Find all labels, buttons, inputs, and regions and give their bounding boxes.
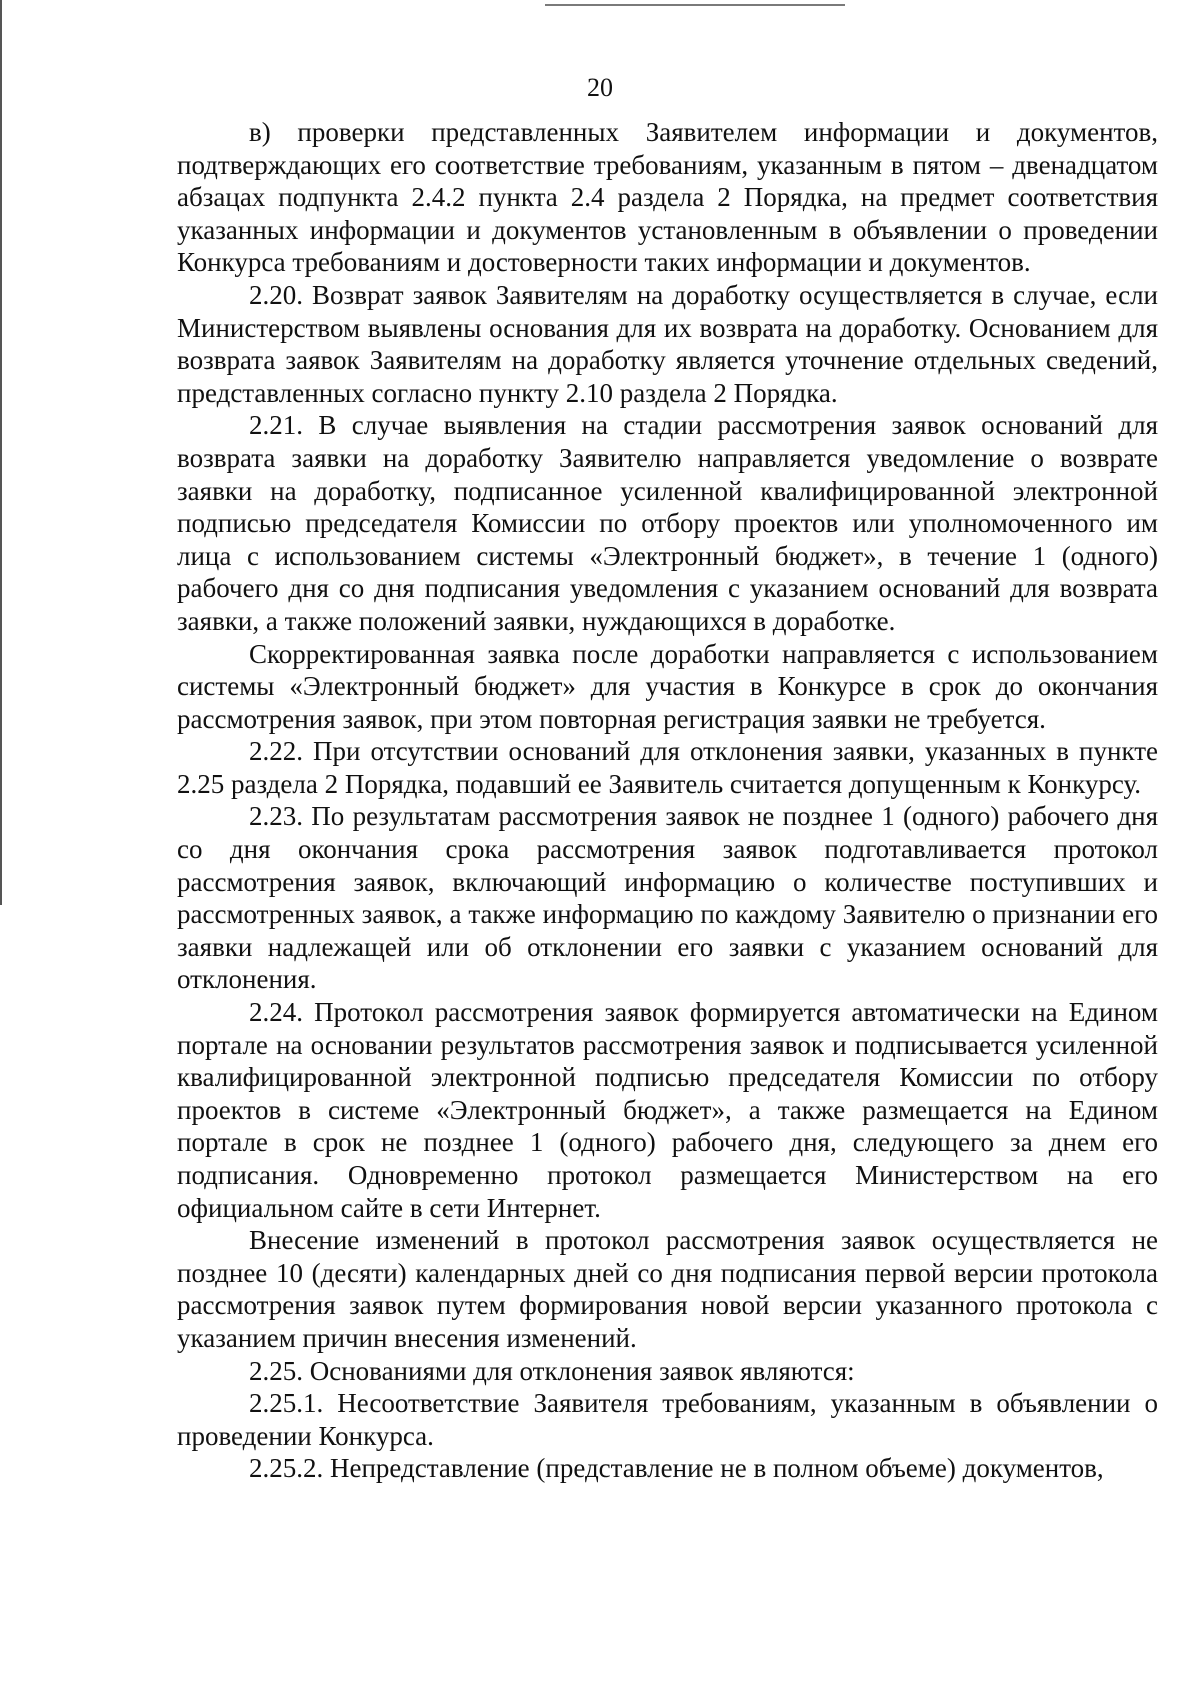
paragraph-2-25-1: 2.25.1. Несоответствие Заявителя требованиям, указанным в объявлении о проведении Конкурса. xyxy=(177,1388,1158,1451)
paragraph-2-21: 2.21. В случае выявления на стадии рассмотрения заявок оснований для возврата заявки на доработку Заявителю направляется уведомление о возврате заявки на доработку, подписанное усиленной квалифицированной электронной подписью председателя Комиссии по отбору проектов или уполномоченного им лица с использованием системы «Электронный бюджет», в течение 1 (одного) рабочего дня со дня подписания уведомления с указанием оснований для возврата заявки, а также положений заявки, нуждающихся в доработке. xyxy=(177,410,1158,636)
paragraph-corrected-application: Скорректированная заявка после доработки направляется с использованием системы «Электронный бюджет» для участия в Конкурсе в срок до окончания рассмотрения заявок, при этом повторная регистрация заявки не требуется. xyxy=(177,638,1158,734)
scan-artifact-top xyxy=(545,4,845,6)
paragraph-clause-v: в) проверки представленных Заявителем информации и документов, подтверждающих его соответствие требованиям, указанным в пятом – двенадцатом абзацах подпункта 2.4.2 пункта 2.4 раздела 2 Порядка, на предмет соответствия указанных информации и документов установленным в объявлении о проведении Конкурса требованиям и достоверности таких информации и документов. xyxy=(177,117,1158,278)
paragraph-2-23: 2.23. По результатам рассмотрения заявок не позднее 1 (одного) рабочего дня со дня окончания срока рассмотрения заявок подготавливается протокол рассмотрения заявок, включающий информацию о количестве поступивших и рассмотренных заявок, а также информацию по каждому Заявителю о признании его заявки надлежащей или об отклонении его заявки с указанием оснований для отклонения. xyxy=(177,801,1158,995)
document-body xyxy=(177,116,1158,1485)
scan-artifact-left-edge xyxy=(0,0,2,905)
paragraph-2-22: 2.22. При отсутствии оснований для отклонения заявки, указанных в пункте 2.25 раздела 2 Порядка, подавший ее Заявитель считается допущенным к Конкурсу. xyxy=(177,736,1158,799)
paragraph-2-25-2: 2.25.2. Непредставление (представление не в полном объеме) документов, xyxy=(249,1453,1104,1484)
paragraph-protocol-changes: Внесение изменений в протокол рассмотрения заявок осуществляется не позднее 10 (десяти) календарных дней со дня подписания первой версии протокола рассмотрения заявок путем формирования новой версии указанного протокола с указанием причин внесения изменений. xyxy=(177,1225,1158,1353)
paragraph-2-25: 2.25. Основаниями для отклонения заявок являются: xyxy=(249,1355,855,1386)
paragraph-2-24: 2.24. Протокол рассмотрения заявок формируется автоматически на Едином портале на основании результатов рассмотрения заявок и подписывается усиленной квалифицированной электронной подписью председателя Комиссии по отбору проектов в системе «Электронный бюджет», а также размещается на Едином портале в срок не позднее 1 (одного) рабочего дня, следующего за днем его подписания. Одновременно протокол размещается Министерством на его официальном сайте в сети Интернет. xyxy=(177,997,1158,1223)
page-number: 20 xyxy=(587,73,613,102)
paragraph-2-20: 2.20. Возврат заявок Заявителям на доработку осуществляется в случае, если Министерством выявлены основания для их возврата на доработку. Основанием для возврата заявок Заявителям на доработку является уточнение отдельных сведений, представленных согласно пункту 2.10 раздела 2 Порядка. xyxy=(177,279,1158,408)
